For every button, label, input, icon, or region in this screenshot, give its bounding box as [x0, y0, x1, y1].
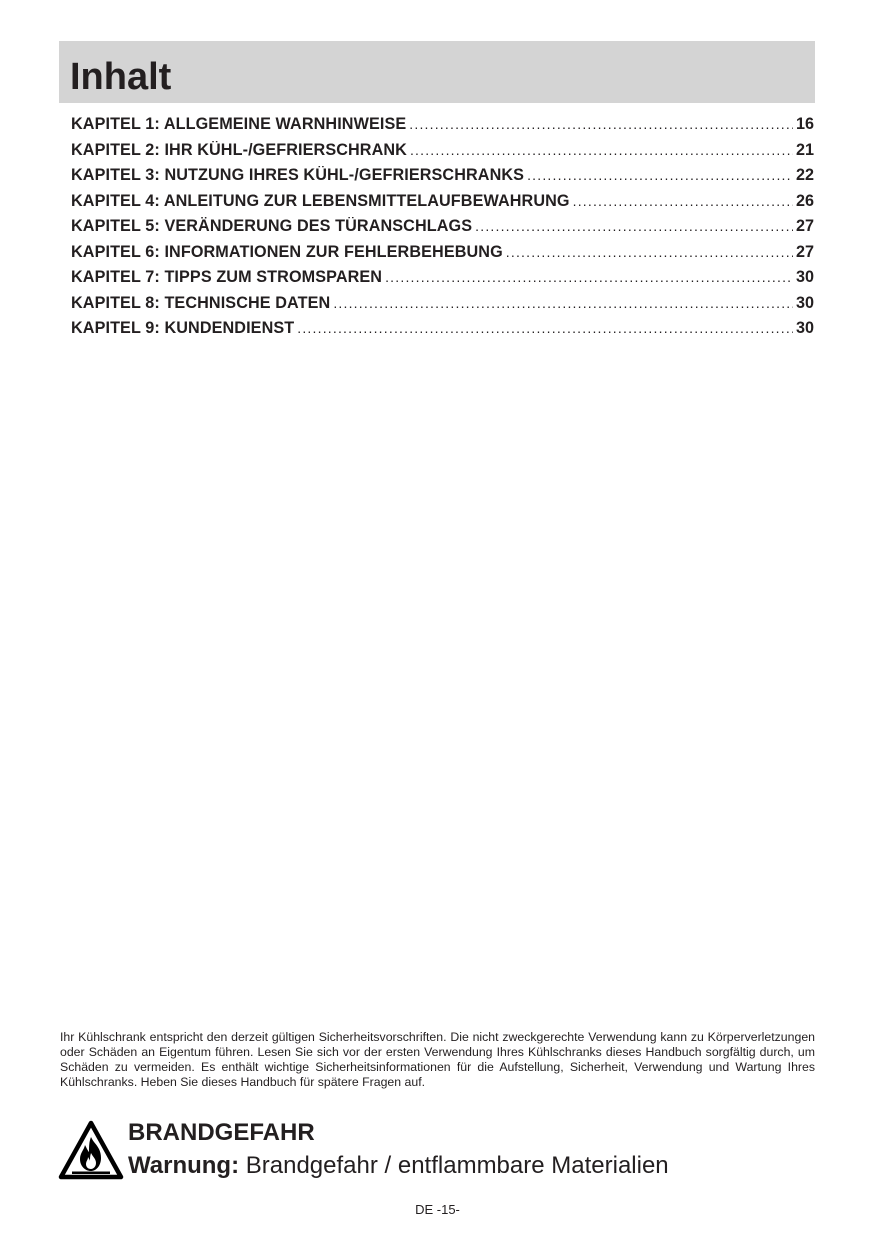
toc-leader-dots: [385, 269, 793, 285]
warning-text: [128, 1151, 669, 1181]
toc-entry-page: 30: [795, 293, 814, 312]
toc-entry-page: 27: [795, 242, 814, 261]
toc-entry-page: 26: [795, 191, 814, 210]
toc-entry[interactable]: [71, 141, 814, 167]
toc-entry[interactable]: [71, 294, 814, 320]
toc-entry[interactable]: [71, 268, 814, 294]
page-number: DE -15-: [415, 1202, 460, 1217]
intro-paragraph: Ihr Kühlschrank entspricht den derzeit gültigen Sicherheitsvorschriften. Die nicht zweckgerechte Verwendung kann zu Körperverletzungen oder Schäden an Eigentum führen. Lesen Sie sich vor der ersten Verwendung Ihres Kühlschranks dieses Handbuch sorgfältig durch, um Schäden zu vermeiden. Es enthält wichtige Sicherheitsinformationen für die Aufstellung, Sicherheit, Verwendung und Wartung Ihres Kühlschranks. Heben Sie dieses Handbuch für spätere Fragen auf.: [60, 1030, 815, 1089]
warning-heading: BRANDGEFAHR: [128, 1119, 315, 1146]
toc-entry-label: KAPITEL 5: VERÄNDERUNG DES TÜRANSCHLAGS: [71, 217, 473, 235]
toc-entry-page: 22: [795, 166, 814, 184]
toc-leader-dots: [573, 193, 793, 209]
toc-leader-dots: [527, 167, 793, 183]
toc-entry-page: 30: [795, 268, 814, 286]
toc-entry[interactable]: [71, 217, 814, 243]
fire-warning-icon: [58, 1120, 124, 1180]
toc-entry[interactable]: [71, 115, 814, 141]
toc-entry-label: KAPITEL 8: TECHNISCHE DATEN: [71, 293, 331, 312]
toc-leader-dots: [506, 244, 793, 260]
toc-leader-dots: [333, 295, 793, 311]
toc-entry-label: KAPITEL 9: KUNDENDIENST: [71, 319, 295, 337]
table-of-contents: [71, 115, 814, 345]
toc-leader-dots: [297, 320, 793, 336]
toc-entry-label: KAPITEL 4: ANLEITUNG ZUR LEBENSMITTELAUFBEWAHRUNG: [71, 191, 570, 210]
toc-leader-dots: [475, 218, 793, 234]
toc-leader-dots: [410, 142, 793, 158]
toc-entry-label: KAPITEL 3: NUTZUNG IHRES KÜHL-/GEFRIERSCHRANKS: [71, 166, 525, 184]
toc-leader-dots: [409, 116, 793, 132]
toc-entry[interactable]: [71, 243, 814, 269]
toc-entry[interactable]: [71, 166, 814, 192]
page-title: Inhalt: [70, 56, 172, 98]
toc-entry-label: KAPITEL 7: TIPPS ZUM STROMSPAREN: [71, 268, 383, 286]
warning-description: Brandgefahr / entflammbare Materialien: [239, 1152, 669, 1179]
toc-entry-label: KAPITEL 1: ALLGEMEINE WARNHINWEISE: [71, 115, 407, 133]
toc-entry[interactable]: [71, 319, 814, 345]
warning-label: Warnung:: [128, 1152, 240, 1179]
toc-entry-page: 30: [795, 319, 814, 337]
toc-entry[interactable]: [71, 192, 814, 218]
toc-entry-label: KAPITEL 2: IHR KÜHL-/GEFRIERSCHRANK: [71, 140, 407, 159]
toc-entry-page: 16: [795, 115, 814, 133]
title-bar: [59, 41, 815, 103]
toc-entry-label: KAPITEL 6: INFORMATIONEN ZUR FEHLERBEHEBUNG: [71, 242, 503, 261]
toc-entry-page: 27: [795, 217, 814, 235]
toc-entry-page: 21: [795, 140, 814, 159]
